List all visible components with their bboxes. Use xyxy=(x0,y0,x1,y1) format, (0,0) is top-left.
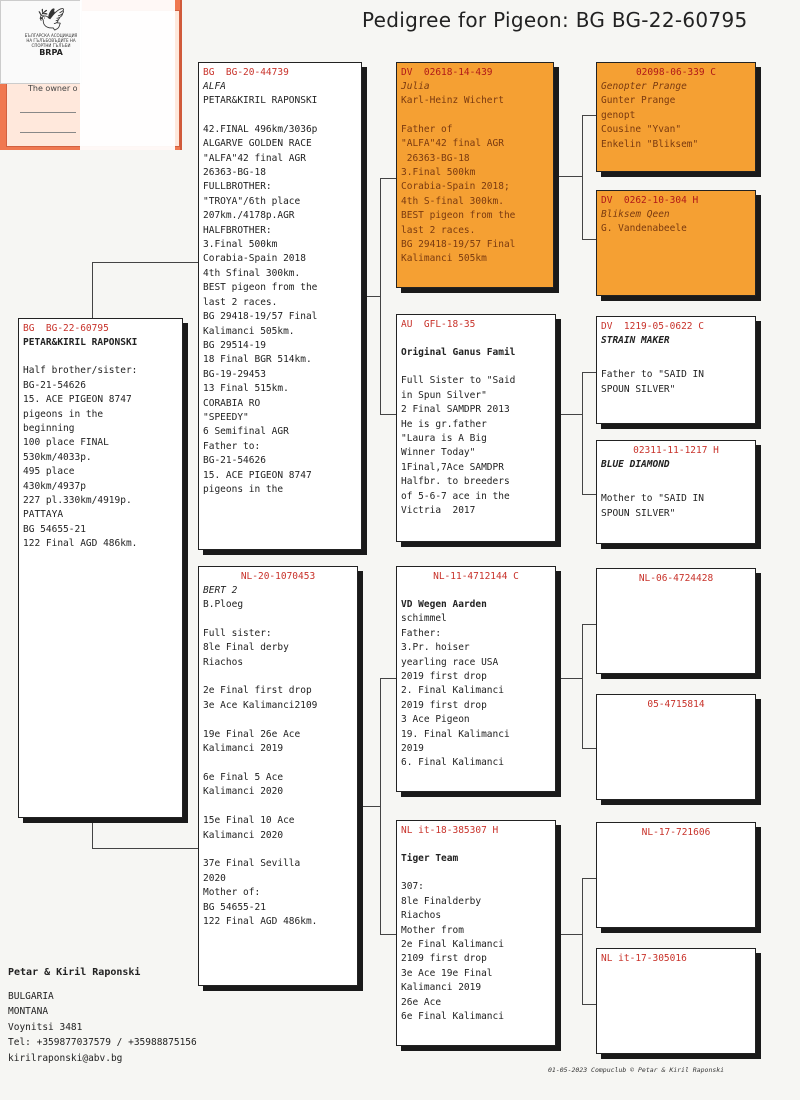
connector xyxy=(554,176,582,177)
dam-sire-card xyxy=(396,566,556,792)
connector xyxy=(92,848,198,849)
connector xyxy=(582,1004,596,1005)
connector xyxy=(582,115,583,239)
ring-number: DV 02618-14-439 xyxy=(401,67,493,78)
print-credit: 01-05-2023 Compuclub © Petar & Kiril Raponski xyxy=(548,1066,725,1074)
connector xyxy=(556,414,582,415)
pigeon-notes: G. Vandenabeele xyxy=(601,223,687,235)
ring-number: NL-11-4712144 C xyxy=(433,571,519,582)
connector xyxy=(380,678,396,679)
pigeon-notes: Mother to "SAID IN SPOUN SILVER" xyxy=(601,493,704,519)
connector xyxy=(556,934,582,935)
pigeon-name: BERT 2 xyxy=(203,585,238,596)
connector xyxy=(582,878,583,1004)
sss-card xyxy=(596,62,756,172)
owner-email: kirilraponski@abv.bg xyxy=(8,1052,123,1064)
connector xyxy=(380,178,396,179)
breeder-name: PETAR&KIRIL RAPONSKI xyxy=(23,337,138,348)
connector xyxy=(582,372,596,373)
pigeon-name: BLUE DIAMOND xyxy=(601,459,670,470)
connector xyxy=(380,414,396,415)
pigeon-notes: Father of "ALFA"42 final AGR 26363-BG-18 3.Final 500km Corabia-Spain 2018; 4th S-final 300km. BEST pigeon from the last 2 races. BG 29418-19/57 Final Kalimanci 505km xyxy=(401,123,516,265)
dam-dam-card xyxy=(396,820,556,1046)
connector xyxy=(92,262,198,263)
ring-number: NL it-17-305016 xyxy=(601,953,687,964)
dds-card xyxy=(596,822,756,928)
ring-number: NL-17-721606 xyxy=(641,827,711,838)
connector xyxy=(380,178,381,414)
ring-number: NL-20-1070453 xyxy=(240,571,316,582)
ring-number: 02311-11-1217 H xyxy=(633,445,719,456)
ring-number: BG BG-22-60795 xyxy=(23,323,109,334)
color-text: schimmel xyxy=(401,613,447,625)
pigeon-notes: Full Sister to "Said in Spun Silver" 2 Final SAMDPR 2013 He is gr.father "Laura is A Big Winner Today" 1Final,7Ace SAMDPR Halfbr. to breeders of 5-6-7 ace in the Victria 2017 xyxy=(401,375,516,517)
ring-number: 02098-06-339 C xyxy=(635,67,717,78)
ring-number: AU GFL-18-35 xyxy=(401,319,476,330)
pigeon-notes: Gunter Prange genopt Cousine "Yvan" Enkelin "Bliksem" xyxy=(601,95,699,150)
ssd-card xyxy=(596,190,756,296)
connector xyxy=(582,239,596,240)
ring-number: NL it-18-385307 H xyxy=(401,825,499,836)
connector xyxy=(358,806,380,807)
breeder-name: PETAR&KIRIL RAPONSKI xyxy=(203,95,318,107)
stamp-corner xyxy=(0,0,182,150)
sds-card xyxy=(596,316,756,424)
pigeon-name: Bliksem Qeen xyxy=(601,209,670,220)
pigeon-name: Genopter Prange xyxy=(601,81,687,92)
pigeon-notes: Half brother/sister: BG-21-54626 15. ACE PIGEON 8747 pigeons in the beginning 100 place FINAL 530km/4033p. 495 place 430km/4937p 227 pl.330km/4919p. PATTAYA BG 54655-21 122 Final AGD 486km. xyxy=(23,365,138,550)
stamp-owner-text: The owner o xyxy=(28,84,78,93)
pigeon-name: Julia xyxy=(401,81,430,92)
owner-contact xyxy=(8,965,197,1066)
owner-city: Voynitsi 3481 xyxy=(8,1021,83,1033)
connector xyxy=(582,115,596,116)
connector xyxy=(92,262,93,320)
connector xyxy=(582,624,583,748)
owner-name: Petar & Kiril Raponski xyxy=(8,967,141,978)
brpa-logo-icon: 🕊 БЪЛГАРСКА АСОЦИАЦИЯ НА ГЪЛЪБОВЪДИТЕ НА СПОРТНИ ГЪЛЪБИ BRPA xyxy=(24,8,78,57)
ring-number: 05-4715814 xyxy=(647,699,705,710)
stamp-tab xyxy=(80,0,175,150)
pigeon-notes: 42.FINAL 496km/3036p ALGARVE GOLDEN RACE "ALFA"42 final AGR 26363-BG-18 FULLBROTHER: "TROYA"/6th place 207km./4178p.AGR HALFBROTHER: 3.Final 500km Corabia-Spain 2018 4th Sfinal 300km. BEST pigeon from the last 2 races. BG 29418-19/57 Final Kalimanci 505km. BG 29514-19 18 Final BGR 514km. BG-19-29453 13 Final 515km. CORABIA RO "SPEEDY" 6 Semifinal AGR Father to: BG-21-54626 15. ACE PIGEON 8747 pigeons in the xyxy=(203,123,318,495)
owner-tel: Tel: +359877037579 / +35988875156 xyxy=(8,1037,197,1048)
owner-country: BULGARIA xyxy=(8,990,54,1002)
sire-sire-card xyxy=(396,62,554,288)
pigeon-name: ALFA xyxy=(203,81,226,92)
breeder-name: Karl-Heinz Wichert xyxy=(401,95,504,107)
connector xyxy=(380,934,396,935)
sire-card xyxy=(198,62,362,550)
sire-dam-card xyxy=(396,314,556,542)
connector xyxy=(582,748,596,749)
pigeon-notes: Full sister: 8le Final derby Riachos 2e Final first drop 3e Ace Kalimanci2109 19e Final 26e Ace Kalimanci 2019 6e Final 5 Ace Kalimanci 2020 15e Final 10 Ace Kalimanci 2020 37e Final Sevilla 2020 Mother of: BG 54655-21 122 Final AGD 486km. xyxy=(203,627,318,927)
subject-card xyxy=(18,318,183,818)
dsd-card xyxy=(596,694,756,800)
connector xyxy=(556,678,582,679)
ring-number: NL-06-4724428 xyxy=(638,573,714,584)
dam-card xyxy=(198,566,358,986)
pigeon-notes: 307: 8le Finalderby Riachos Mother from 2e Final Kalimanci 2109 first drop 3e Ace 19e Final Kalimanci 2019 26e Ace 6e Final Kalimanci xyxy=(401,881,504,1023)
pigeon-name: STRAIN MAKER xyxy=(601,335,670,346)
page-title: Pedigree for Pigeon: BG BG-22-60795 xyxy=(362,8,748,32)
sdd-card xyxy=(596,440,756,544)
owner-region: MONTANA xyxy=(8,1006,49,1017)
connector xyxy=(380,678,381,934)
pigeon-name: Original Ganus Famil xyxy=(401,347,516,358)
connector xyxy=(362,296,380,297)
connector xyxy=(582,878,596,879)
pigeon-notes: Father: 3.Pr. hoiser yearling race USA 2019 first drop 2. Final Kalimanci 2019 first drop 3 Ace Pigeon 19. Final Kalimanci 2019 6. Final Kalimanci xyxy=(401,627,510,769)
stamp-line xyxy=(20,112,76,113)
ring-number: DV 0262-10-304 H xyxy=(601,195,699,206)
connector xyxy=(582,624,596,625)
connector xyxy=(582,494,596,495)
stamp-line xyxy=(20,132,76,133)
connector xyxy=(92,818,93,848)
pigeon-name: Tiger Team xyxy=(401,853,459,864)
dss-card xyxy=(596,568,756,674)
ring-number: DV 1219-05-0622 C xyxy=(601,321,704,332)
pigeon-name: VD Wegen Aarden xyxy=(401,599,487,610)
ddd-card xyxy=(596,948,756,1054)
connector xyxy=(582,372,583,494)
breeder-name: B.Ploeg xyxy=(203,599,244,611)
ring-number: BG BG-20-44739 xyxy=(203,67,289,78)
pigeon-notes: Father to "SAID IN SPOUN SILVER" xyxy=(601,369,704,395)
